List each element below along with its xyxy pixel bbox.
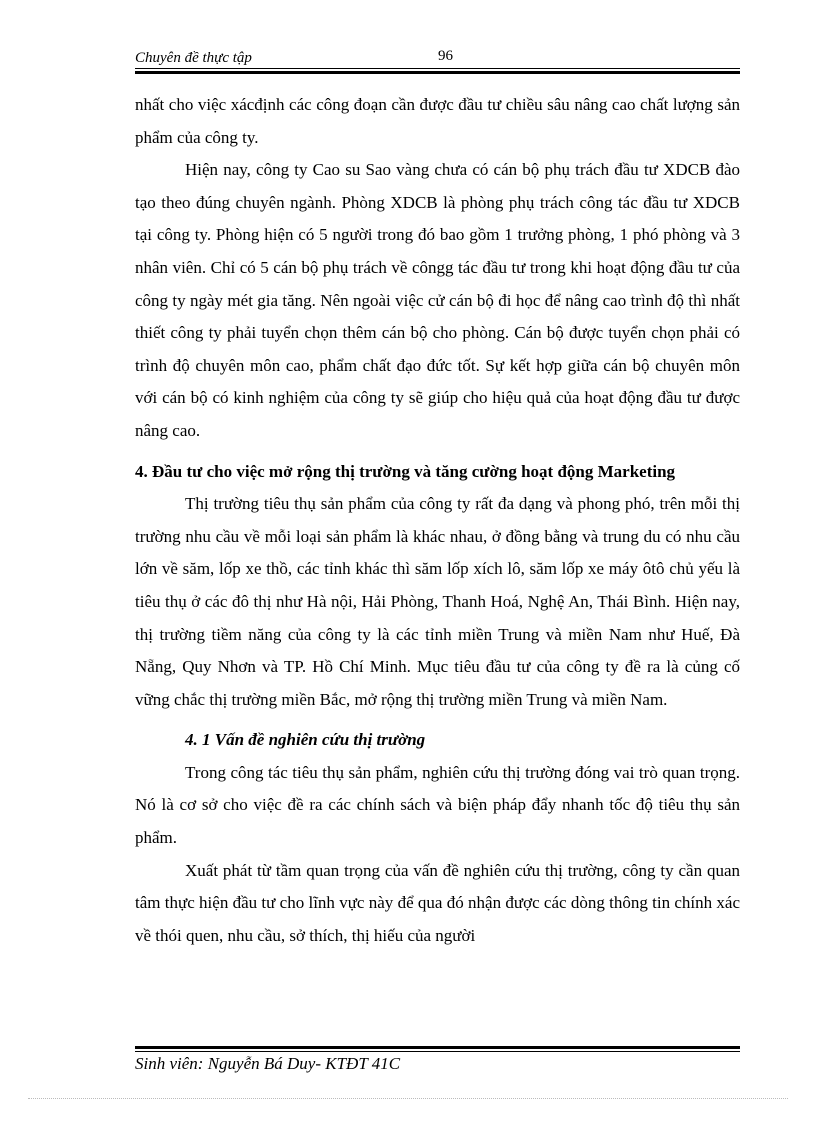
header-rule-thin	[135, 68, 740, 69]
header-title: Chuyên đề thực tập	[135, 50, 252, 66]
page-header	[135, 48, 740, 70]
section-heading: 4. Đầu tư cho việc mở rộng thị trường và tăng cường hoạt động Marketing	[135, 461, 676, 481]
footer-rule-thin	[135, 1051, 740, 1052]
document-body	[135, 89, 740, 952]
paragraph: Hiện nay, công ty Cao su Sao vàng chưa có cán bộ phụ trách đầu tư XDCB đào tạo theo đúng chuyên ngành. Phòng XDCB là phòng phụ trách công tác đầu tư XDCB tại công ty. Phòng hiện có 5 người trong đó bao gồm 1 trưởng phòng, 1 phó phòng và 3 nhân viên. Chỉ có 5 cán bộ phụ trách về côngg tác đầu tư trong khi hoạt động đầu tư của công ty ngày mét gia tăng. Nên ngoài việc cử cán bộ đi học để nâng cao trình độ thì nhất thiết công ty phải tuyển chọn thêm cán bộ cho phòng. Cán bộ được tuyển chọn phải có trình độ chuyên môn cao, phẩm chất đạo đức tốt. Sự kết hợp giữa cán bộ chuyên môn với cán bộ có kinh nghiệm của công ty sẽ giúp cho hiệu quả của hoạt động đầu tư được nâng cao.	[135, 160, 740, 440]
header-rule-thick	[135, 71, 740, 74]
paragraph: Thị trường tiêu thụ sản phẩm của công ty rất đa dạng và phong phó, trên mỗi thị trường nhu cầu về mỗi loại sản phẩm là khác nhau, ở đồng bằng và trung du có nhu cầu lớn về săm, lốp xe thồ, các tỉnh khác thì săm lốp xích lô, săm lốp xe máy ôtô chủ yếu là tiêu thụ ở các đô thị như Hà nội, Hải Phòng, Thanh Hoá, Nghệ An, Thái Bình. Hiện nay, thị trường tiềm năng của công ty là các tỉnh miền Trung và miền Nam như Huế, Đà Nẵng, Quy Nhơn và TP. Hồ Chí Minh. Mục tiêu đầu tư của công ty đề ra là củng cố vững chắc thị trường miền Bắc, mở rộng thị trường miền Trung và miền Nam.	[135, 494, 740, 709]
paragraph: nhất cho việc xácđịnh các công đoạn cần được đầu tư chiều sâu nâng cao chất lượng sản phẩm của công ty.	[135, 95, 740, 147]
page-footer: Sinh viên: Nguyễn Bá Duy- KTĐT 41C	[135, 1054, 401, 1073]
page-number: 96	[438, 48, 453, 64]
paragraph: Xuất phát từ tầm quan trọng của vấn đề nghiên cứu thị trường, công ty cần quan tâm thực hiện đầu tư cho lĩnh vực này để qua đó nhận được các dòng thông tin chính xác về thói quen, nhu cầu, sở thích, thị hiếu của người	[135, 860, 740, 945]
paragraph: Trong công tác tiêu thụ sản phẩm, nghiên cứu thị trường đóng vai trò quan trọng. Nó là cơ sở cho việc đề ra các chính sách và biện pháp đẩy nhanh tốc độ tiêu thụ sản phẩm.	[135, 762, 740, 848]
footer-rule-thick	[135, 1046, 740, 1049]
subsection-heading: 4. 1 Vấn đề nghiên cứu thị trường	[185, 730, 426, 750]
page-edge-divider	[28, 1098, 788, 1099]
